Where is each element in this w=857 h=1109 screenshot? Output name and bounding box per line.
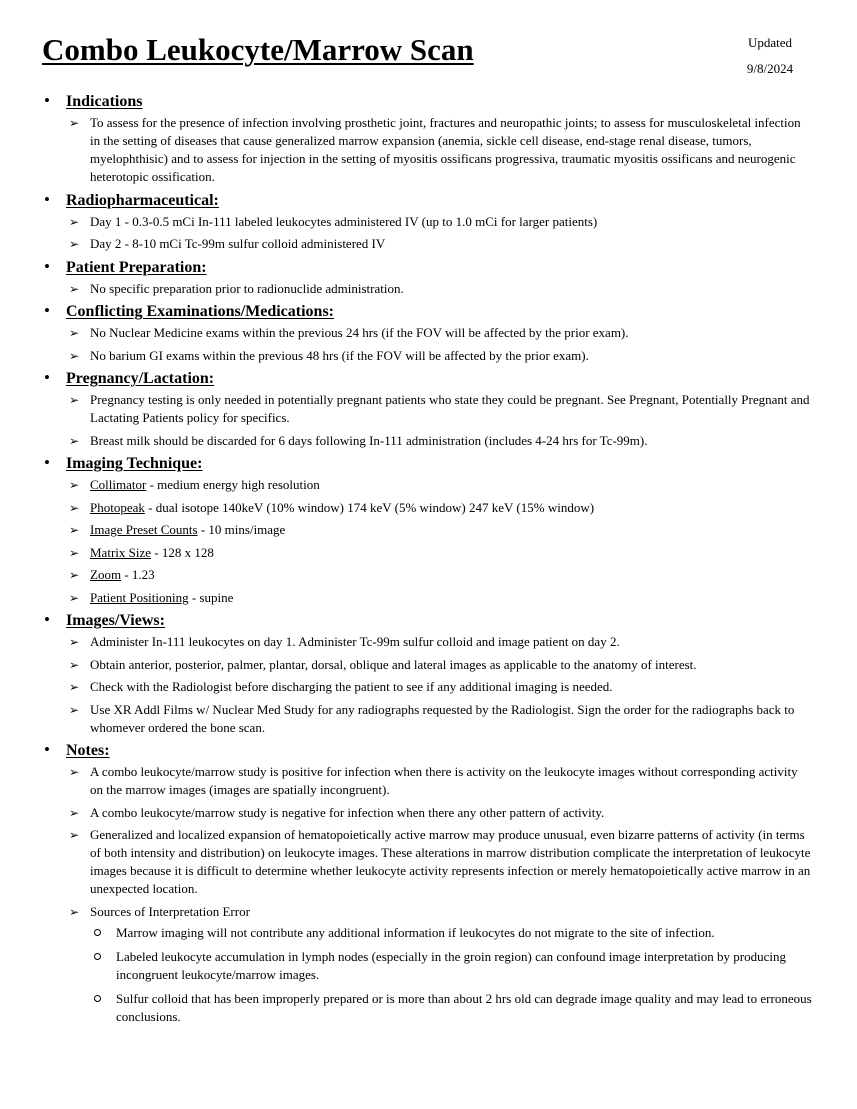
tech-value: - dual isotope 140keV (10% window) 174 keV (5% window) 247 keV (15% window): [144, 499, 595, 515]
circle-bullet-icon: [94, 995, 101, 1002]
list-item: [69, 432, 812, 450]
tech-label: Photopeak: [90, 499, 145, 515]
arrow-bullet-icon: ➢: [69, 635, 80, 649]
bullet-icon: •: [44, 256, 50, 276]
section-heading: Notes:: [66, 742, 110, 759]
list-item-text: Obtain anterior, posterior, palmer, plantar, dorsal, oblique and lateral images as applicable to the anatomy of interest.: [90, 656, 697, 672]
arrow-bullet-icon: ➢: [69, 765, 80, 779]
circle-bullet-icon: [94, 929, 101, 936]
tech-value: - 128 x 128: [151, 544, 214, 560]
list-item-text: No barium GI exams within the previous 48 hrs (if the FOV will be affected by the prior exam).: [90, 347, 589, 363]
list-item: [69, 633, 812, 651]
tech-item-positioning: [69, 589, 812, 607]
arrow-bullet-icon: ➢: [69, 904, 80, 919]
list-item-text: Check with the Radiologist before discharging the patient to see if any additional imaging is needed.: [90, 679, 613, 694]
tech-label: Collimator: [90, 477, 147, 492]
arrow-bullet-icon: ➢: [69, 805, 80, 820]
document-body: [42, 92, 812, 1032]
list-item-text: Pregnancy testing is only needed in potentially pregnant patients who state they could be pregnant. See Pregnant, Potentially Pregnant and Lactating Patients policy for specifics.: [90, 392, 810, 425]
section-heading: Patient Preparation:: [66, 258, 207, 276]
sub-list-item-text: Marrow imaging will not contribute any additional information if leukocytes do not migrate to the site of infection.: [116, 924, 715, 940]
sub-list-item-text: Sulfur colloid that has been improperly prepared or is more than about 2 hrs old can degrade image quality and may lead to erroneous conclusions.: [116, 990, 812, 1024]
list-item-text: To assess for the presence of infection involving prosthetic joint, fractures and neuropathic joints; to assess for musculoskeletal infection in the setting of diseases that cause generalized marrow expansion (anemia, sickle cell disease, end-stage renal disease, tumors, myelophthisic) and to assess for injection in the setting of myositis ossificans progressiva, traumatic myositis ossificans and neurogenic heterotopic ossification.: [90, 115, 801, 184]
tech-item-zoom: [69, 566, 812, 584]
list-item: [69, 903, 812, 1026]
list-item-text: Day 2 - 8-10 mCi Tc-99m sulfur colloid administered IV: [90, 236, 386, 251]
arrow-bullet-icon: ➢: [69, 680, 80, 694]
section-heading: Indications: [66, 93, 143, 110]
arrow-bullet-icon: ➢: [69, 590, 80, 605]
section-heading: Imaging Technique:: [66, 455, 203, 472]
bullet-icon: •: [44, 91, 50, 110]
list-item: [69, 656, 812, 674]
list-item: [69, 347, 812, 365]
list-item: [69, 701, 812, 737]
tech-item-preset-counts: [69, 521, 812, 539]
arrow-bullet-icon: ➢: [69, 702, 80, 717]
section-conflicting-exams: [42, 302, 812, 365]
list-item: [69, 804, 812, 822]
section-radiopharmaceutical: [42, 191, 812, 254]
arrow-bullet-icon: ➢: [69, 116, 80, 130]
list-item-text: Generalized and localized expansion of hematopoietically active marrow may produce unusual, even bizarre patterns of activity (in terms of both intensity and distribution) on leukocyte images. These alterations in marrow distribution complicate the interpretation of leukocyte images because it is difficult to determine whether leukocyte activity represents infection or merely hematopoietically active marrow in an unexpected location.: [90, 827, 811, 896]
tech-label: Patient Positioning: [90, 589, 189, 605]
tech-item-photopeak: [69, 499, 812, 517]
list-item: [69, 826, 812, 898]
list-item: [69, 213, 812, 231]
arrow-bullet-icon: ➢: [69, 523, 80, 537]
arrow-bullet-icon: ➢: [69, 326, 80, 340]
arrow-bullet-icon: ➢: [69, 281, 80, 296]
arrow-bullet-icon: ➢: [69, 828, 80, 842]
arrow-bullet-icon: ➢: [69, 500, 80, 515]
tech-item-matrix-size: [69, 544, 812, 562]
sub-list-item-text: Labeled leukocyte accumulation in lymph nodes (especially in the groin region) can confound image interpretation by producing incongruent leukocyte/marrow images.: [116, 948, 787, 982]
section-indications: [42, 92, 812, 186]
section-heading: Images/Views:: [66, 612, 165, 629]
list-item-text: Use XR Addl Films w/ Nuclear Med Study for any radiographs requested by the Radiologist. Sign the order for the radiographs back to whomever ordered the bone scan.: [90, 701, 795, 735]
list-item: [69, 678, 812, 696]
page-title: Combo Leukocyte/Marrow Scan: [42, 32, 474, 67]
arrow-bullet-icon: ➢: [69, 568, 80, 582]
sub-list-item: [94, 990, 812, 1026]
updated-date: 9/8/2024: [746, 61, 794, 76]
arrow-bullet-icon: ➢: [69, 237, 80, 251]
list-item-text: No specific preparation prior to radionuclide administration.: [90, 280, 404, 296]
tech-item-collimator: [69, 476, 812, 494]
bullet-icon: •: [44, 368, 50, 387]
tech-label: Image Preset Counts: [90, 522, 198, 537]
bullet-icon: •: [44, 740, 50, 759]
section-heading: Radiopharmaceutical:: [66, 191, 219, 209]
list-item: [69, 114, 812, 186]
tech-value: - supine: [188, 589, 234, 605]
list-item: [69, 280, 812, 298]
bullet-icon: •: [44, 453, 50, 472]
arrow-bullet-icon: ➢: [69, 657, 80, 672]
arrow-bullet-icon: ➢: [69, 433, 80, 448]
updated-stamp: [738, 30, 802, 82]
section-notes: [42, 741, 812, 1026]
list-item-text: No Nuclear Medicine exams within the previous 24 hrs (if the FOV will be affected by the prior exam).: [90, 325, 629, 340]
section-heading: Conflicting Examinations/Medications:: [66, 303, 335, 320]
section-pregnancy-lactation: [42, 369, 812, 450]
bullet-icon: •: [44, 189, 50, 209]
list-item-text: Administer In-111 leukocytes on day 1. Administer Tc-99m sulfur colloid and image patient on day 2.: [90, 634, 620, 649]
list-item-text: Breast milk should be discarded for 6 days following In-111 administration (includes 4-24 hrs for Tc-99m).: [90, 432, 648, 448]
list-item: [69, 324, 812, 342]
tech-value: - 10 mins/image: [197, 522, 286, 537]
list-item-text: Sources of Interpretation Error: [90, 903, 250, 919]
arrow-bullet-icon: ➢: [69, 478, 80, 492]
list-item-text: A combo leukocyte/marrow study is positive for infection when there is activity on the leukocyte images without corresponding activity on the marrow images (images are spatially incongruent).: [90, 764, 798, 797]
list-item: [69, 235, 812, 253]
section-imaging-technique: [42, 454, 812, 607]
tech-value: - 1.23: [121, 567, 155, 582]
updated-label: Updated: [747, 35, 793, 50]
tech-label: Matrix Size: [90, 544, 152, 560]
section-patient-preparation: [42, 258, 812, 298]
arrow-bullet-icon: ➢: [69, 214, 80, 229]
arrow-bullet-icon: ➢: [69, 348, 80, 363]
arrow-bullet-icon: ➢: [69, 393, 80, 407]
arrow-bullet-icon: ➢: [69, 545, 80, 560]
list-item: [69, 763, 812, 799]
circle-bullet-icon: [94, 953, 101, 960]
section-heading: Pregnancy/Lactation:: [66, 370, 215, 387]
tech-value: - medium energy high resolution: [146, 477, 320, 492]
tech-label: Zoom: [90, 567, 122, 582]
list-item: [69, 391, 812, 427]
bullet-icon: •: [44, 301, 50, 320]
section-images-views: [42, 611, 812, 737]
sub-list-item: [94, 948, 812, 984]
list-item-text: Day 1 - 0.3-0.5 mCi In-111 labeled leukocytes administered IV (up to 1.0 mCi for larger patients): [90, 213, 598, 229]
sub-list-item: [94, 924, 812, 942]
sub-list: [90, 924, 812, 1026]
bullet-icon: •: [44, 610, 50, 629]
list-item-text: A combo leukocyte/marrow study is negative for infection when there any other pattern of activity.: [90, 804, 605, 820]
